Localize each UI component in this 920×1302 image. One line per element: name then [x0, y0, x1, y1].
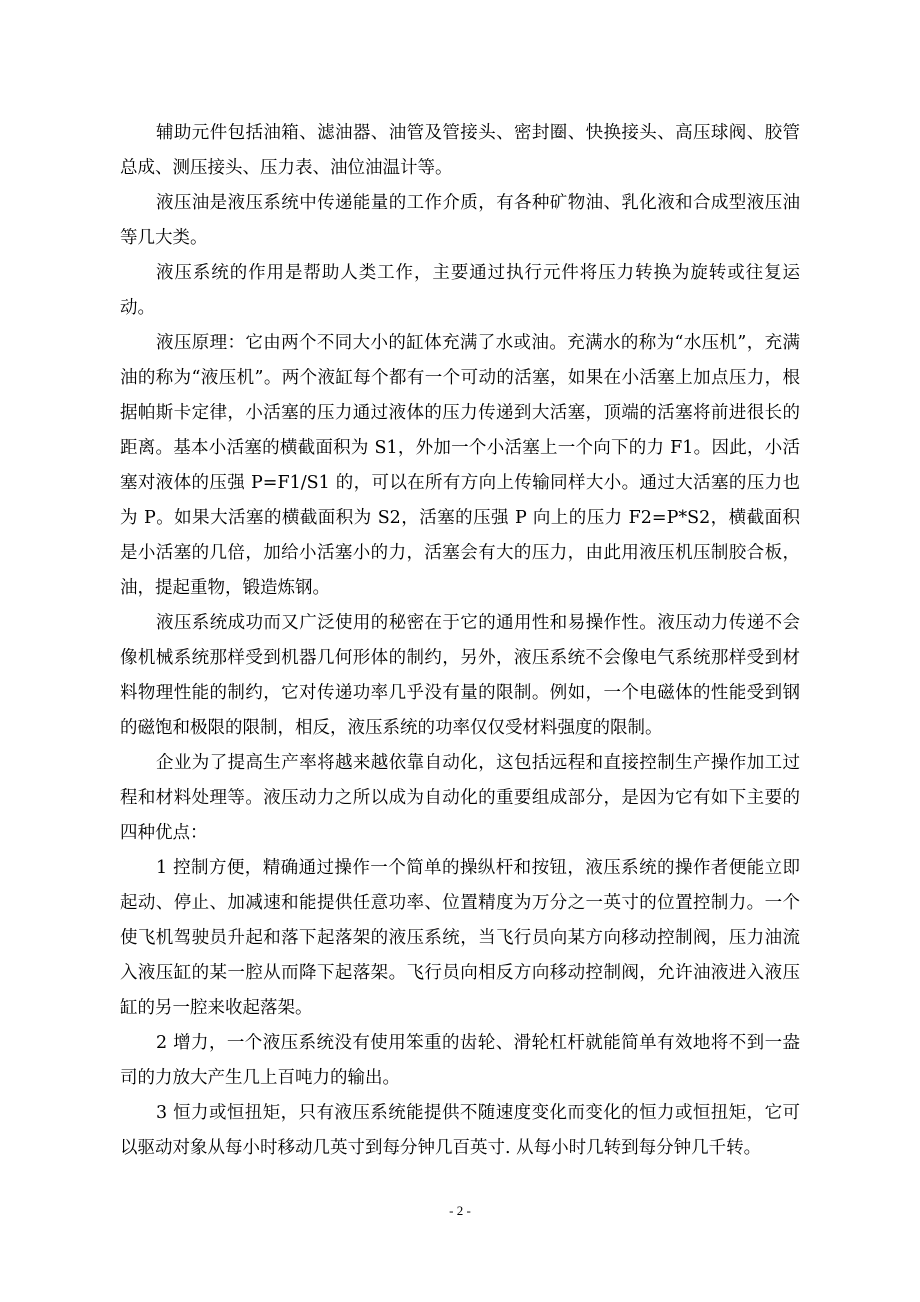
paragraph-hydraulic-principle: 液压原理：它由两个不同大小的缸体充满了水或油。充满水的称为“水压机”，充满油的称为“液压机”。两个液缸每个都有一个可动的活塞，如果在小活塞上加点压力，根据帕斯卡定律，小活塞的压力通过液体的压力传递到大活塞，顶端的活塞将前进很长的距离。基本小活塞的横截面积为 S1，外加一个小活塞上一个向下的力 F1。因此，小活塞对液体的压强 P=F1/S1 的，可以在所有方向上传输同样大小。通过大活塞的压力也为 P。如果大活塞的横截面积为 S2，活塞的压强 P 向上的压力 F2=P*S2，横截面积是小活塞的几倍，加给小活塞小的力，活塞会有大的压力，由此用液压机压制胶合板，油，提起重物，锻造炼钢。	[120, 333, 800, 598]
paragraph-advantage-constant: 3 恒力或恒扭矩，只有液压系统能提供不随速度变化而变化的恒力或恒扭矩，它可以驱动对象从每小时移动几英寸到每分钟几百英寸. 从每小时几转到每分钟几千转。	[120, 1103, 800, 1158]
paragraph-versatility: 液压系统成功而又广泛使用的秘密在于它的通用性和易操作性。液压动力传递不会像机械系统那样受到机器几何形体的制约，另外，液压系统不会像电气系统那样受到材料物理性能的制约，它对传递功率几乎没有量的限制。例如，一个电磁体的性能受到钢的磁饱和极限的限制，相反，液压系统的功率仅仅受材料强度的限制。	[120, 613, 800, 738]
paragraph-system-function: 液压系统的作用是帮助人类工作，主要通过执行元件将压力转换为旋转或往复运动。	[120, 263, 800, 318]
body-text	[120, 116, 800, 1166]
paragraph-hydraulic-oil: 液压油是液压系统中传递能量的工作介质，有各种矿物油、乳化液和合成型液压油等几大类。	[120, 193, 800, 248]
page-number: - 2 -	[449, 1203, 471, 1218]
paragraph-automation: 企业为了提高生产率将越来越依靠自动化，这包括远程和直接控制生产操作加工过程和材料处理等。液压动力之所以成为自动化的重要组成部分，是因为它有如下主要的四种优点：	[120, 753, 800, 843]
paragraph-auxiliary-components: 辅助元件包括油箱、滤油器、油管及管接头、密封圈、快换接头、高压球阀、胶管总成、测压接头、压力表、油位油温计等。	[120, 123, 800, 178]
paragraph-advantage-force: 2 增力，一个液压系统没有使用笨重的齿轮、滑轮杠杆就能简单有效地将不到一盎司的力放大产生几上百吨力的输出。	[120, 1033, 800, 1088]
paragraph-advantage-control: 1 控制方便，精确通过操作一个简单的操纵杆和按钮，液压系统的操作者便能立即起动、停止、加减速和能提供任意功率、位置精度为万分之一英寸的位置控制力。一个使飞机驾驶员升起和落下起落架的液压系统，当飞行员向某方向移动控制阀，压力油流入液压缸的某一腔从而降下起落架。飞行员向相反方向移动控制阀，允许油液进入液压缸的另一腔来收起落架。	[120, 858, 800, 1018]
